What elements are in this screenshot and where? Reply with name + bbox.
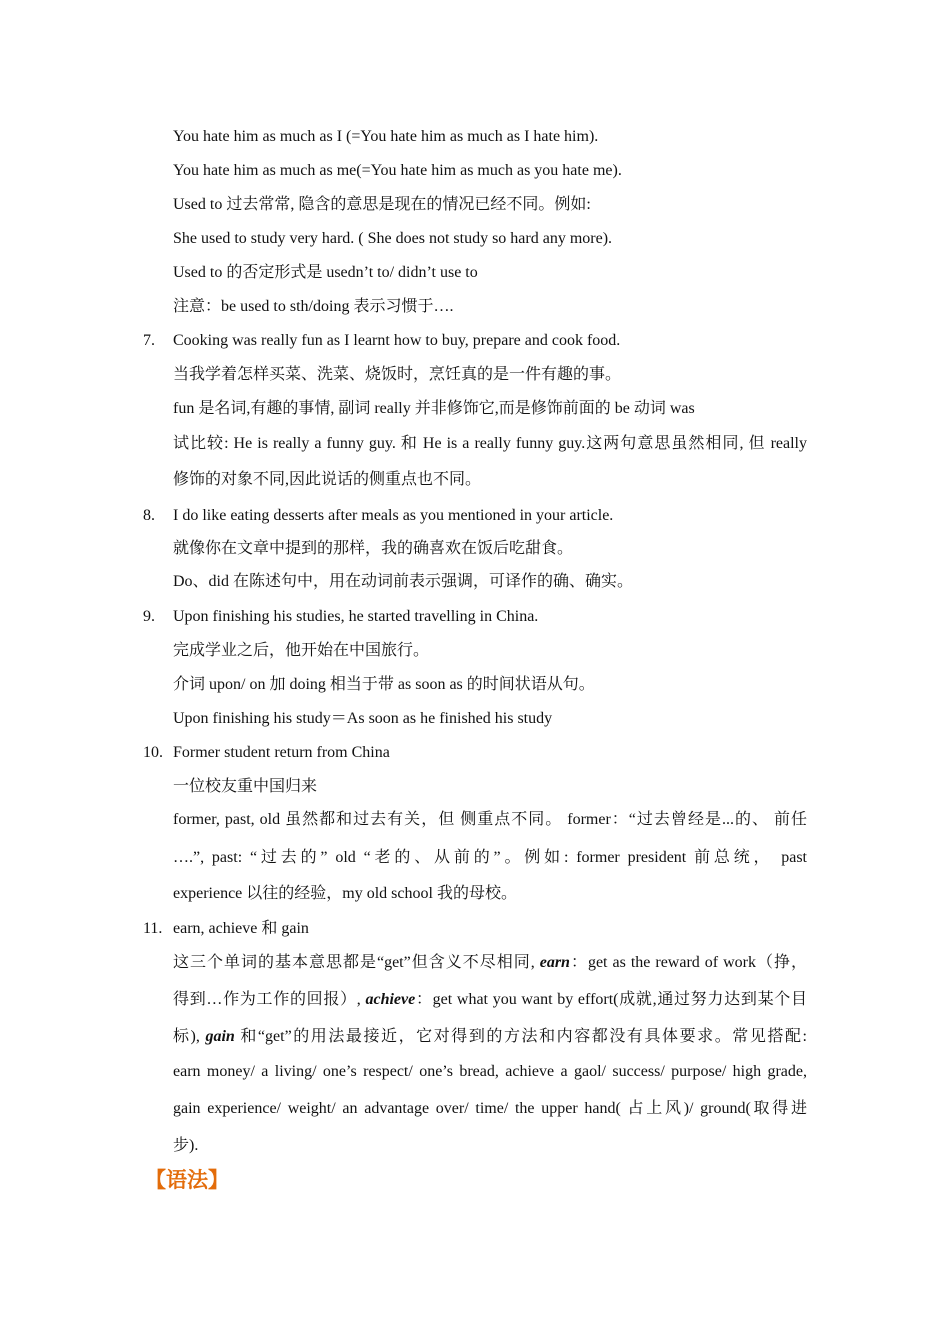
item-11-note-1-a: 这三个单词的基本意思都是“get”但含义不尽相同, [173,954,540,971]
item-9-note-1: 介词 upon/ on 加 doing 相当于带 as soon as 的时间状语从句。 [173,676,595,693]
item-8-translation: 就像你在文章中提到的那样，我的确喜欢在饭后吃甜食。 [173,540,574,557]
item-10-note-3: experience 以往的经验，my old school 我的母校。 [173,885,517,902]
item-7-note-2: 试比较: He is really a funny guy. 和 He is a really funny guy.这两句意思虽然相同, 但 really [173,435,807,452]
item-7-sentence: Cooking was really fun as I learnt how to buy, prepare and cook food. [173,332,621,349]
keyword-achieve: achieve [365,991,416,1008]
item-11-note-3-a: 标), [173,1028,206,1045]
item-11-title: earn, achieve 和 gain [173,920,309,937]
item-10-number: 10. [143,744,163,761]
item-8-number: 8. [143,507,155,524]
intro-line-3: Used to 过去常常, 隐含的意思是现在的情况已经不同。例如: [173,196,591,213]
intro-line-5: Used to 的否定形式是 usedn’t to/ didn’t use to [173,264,478,281]
item-11-note-1-b: ：get as the reward of work（挣， [569,954,807,971]
intro-line-2: You hate him as much as me(=You hate him as much as you hate me). [173,162,622,179]
item-7-number: 7. [143,332,155,349]
item-7-translation: 当我学着怎样买菜、洗菜、烧饭时，烹饪真的是一件有趣的事。 [173,366,622,383]
item-11-number: 11. [143,920,163,937]
item-11-note-2-b: ：get what you want by effort(成就,通过努力达到某个目 [415,991,807,1008]
item-11-note-4: earn money/ a living/ one’s respect/ one’s bread, achieve a gaol/ success/ purpose/ high grade, [173,1063,807,1080]
item-11-note-3 [173,1027,807,1047]
item-7-note-1: fun 是名词,有趣的事情, 副词 really 并非修饰它,而是修饰前面的 be 动词 was [173,400,695,417]
item-9-translation: 完成学业之后，他开始在中国旅行。 [173,642,430,659]
item-8-sentence: I do like eating desserts after meals as you mentioned in your article. [173,507,614,524]
item-10-note-2: ….”, past: “过去的” old “老的、从前的”。例如: former president 前总统， past [173,849,807,866]
item-11-note-2 [173,990,807,1010]
item-11-note-1 [173,953,807,973]
item-10-sentence: Former student return from China [173,744,390,761]
item-10-translation: 一位校友重中国归来 [173,778,318,795]
keyword-earn: earn [539,954,570,971]
item-7-note-3: 修饰的对象不同,因此说话的侧重点也不同。 [173,471,482,488]
intro-line-6: 注意：be used to sth/doing 表示习惯于…. [173,298,454,315]
item-11-note-6: 步). [173,1137,199,1154]
item-10-note-1: former, past, old 虽然都和过去有关，但 侧重点不同。 former：“过去曾经是...的、 前任 [173,811,807,828]
keyword-gain: gain [205,1028,235,1045]
section-heading-grammar: 【语法】 [145,1168,229,1192]
item-9-sentence: Upon finishing his studies, he started travelling in China. [173,608,539,625]
intro-line-1: You hate him as much as I (=You hate him as much as I hate him). [173,128,599,145]
item-11-note-5: gain experience/ weight/ an advantage over/ time/ the upper hand( 占上风)/ ground(取得进 [173,1100,807,1117]
item-8-note: Do、did 在陈述句中，用在动词前表示强调，可译作的确、确实。 [173,573,634,590]
intro-line-4: She used to study very hard. ( She does not study so hard any more). [173,230,613,247]
item-9-number: 9. [143,608,155,625]
item-11-note-2-a: 得到…作为工作的回报）, [173,991,366,1008]
item-11-note-3-b: 和“get”的用法最接近，它对得到的方法和内容都没有具体要求。常见搭配: [234,1028,807,1045]
item-9-note-2: Upon finishing his study＝As soon as he finished his study [173,710,553,727]
